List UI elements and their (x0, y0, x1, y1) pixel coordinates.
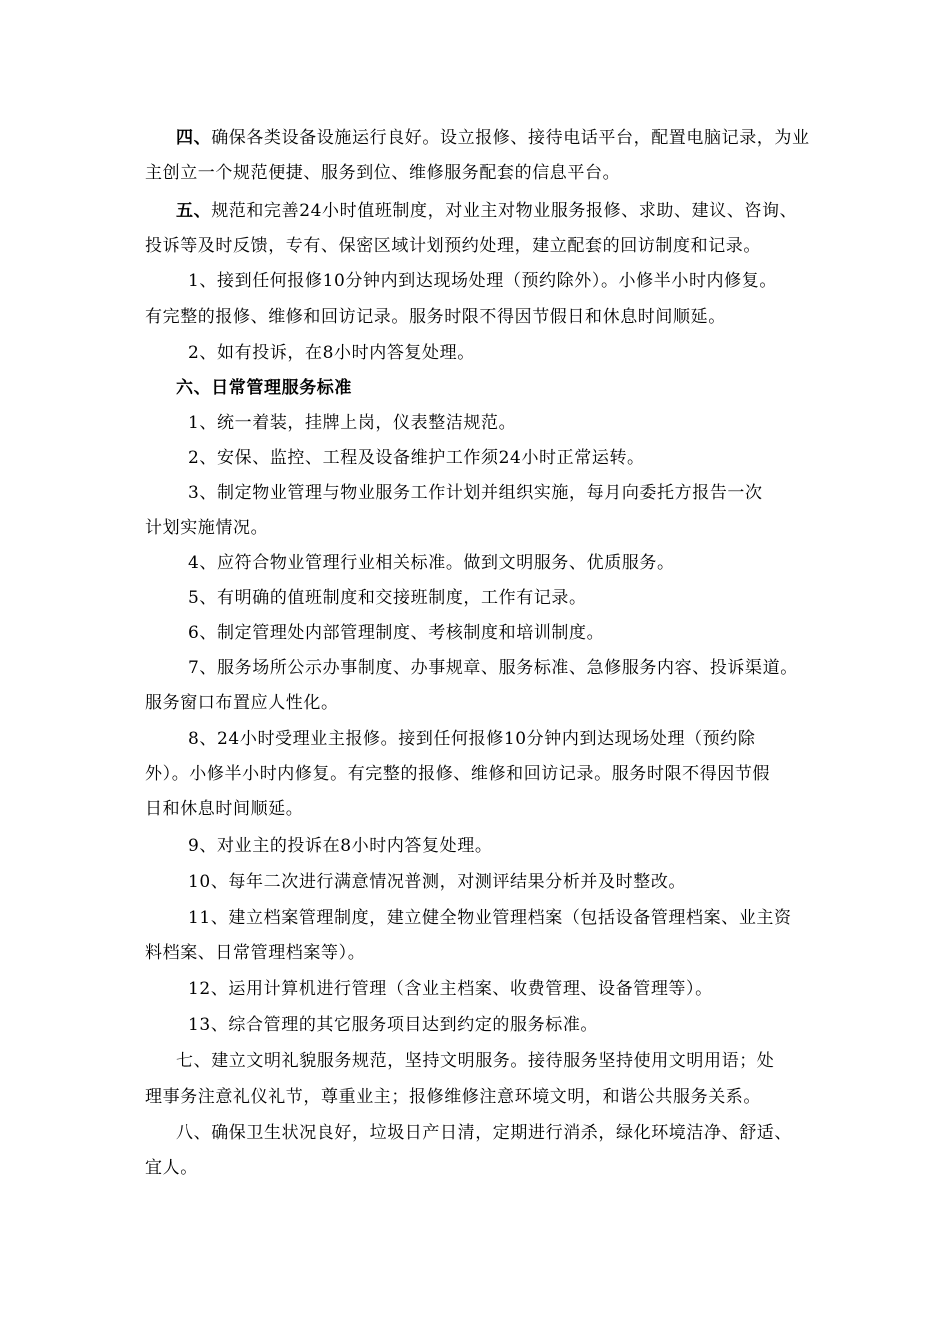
item-6-4-line-1: 4、应符合物业管理行业相关标准。做到文明服务、优质服务。 (188, 553, 675, 573)
paragraph-5-line-2: 投诉等及时反馈，专有、保密区域计划预约处理，建立配套的回访制度和记录。 (145, 236, 761, 256)
item-6-8-line-3: 日和休息时间顺延。 (145, 799, 304, 819)
item-6-3-line-2: 计划实施情况。 (145, 518, 269, 538)
section-6-heading: 六、日常管理服务标准 (176, 378, 352, 398)
paragraph-4-line-2: 主创立一个规范便捷、服务到位、维修服务配套的信息平台。 (145, 163, 621, 183)
item-5-2-line-1: 2、如有投诉，在8小时内答复处理。 (188, 343, 475, 363)
item-6-13-line-1: 13、综合管理的其它服务项目达到约定的服务标准。 (188, 1015, 599, 1035)
item-5-1-line-2: 有完整的报修、维修和回访记录。服务时限不得因节假日和休息时间顺延。 (145, 307, 726, 327)
item-6-1-line-1: 1、统一着装，挂牌上岗，仪表整洁规范。 (188, 413, 517, 433)
item-6-8-line-2: 外）。小修半小时内修复。有完整的报修、维修和回访记录。服务时限不得因节假 (145, 764, 771, 784)
item-6-10-line-1: 10、每年二次进行满意情况普测，对测评结果分析并及时整改。 (188, 872, 687, 892)
item-6-2-line-1: 2、安保、监控、工程及设备维护工作须24小时正常运转。 (188, 448, 645, 468)
item-6-7-line-1: 7、服务场所公示办事制度、办事规章、服务标准、急修服务内容、投诉渠道。 (188, 658, 798, 678)
item-6-11-line-1: 11、建立档案管理制度，建立健全物业管理档案（包括设备管理档案、业主资 (188, 908, 792, 928)
paragraph-8-line-1: 八、确保卫生状况良好，垃圾日产日清，定期进行消杀，绿化环境洁净、舒适、 (176, 1123, 792, 1143)
item-6-5-line-1: 5、有明确的值班制度和交接班制度，工作有记录。 (188, 588, 587, 608)
paragraph-7-line-2: 理事务注意礼仪礼节，尊重业主；报修维修注意环境文明，和谐公共服务关系。 (145, 1087, 761, 1107)
section-number: 五、 (176, 201, 212, 221)
paragraph-7-line-1: 七、建立文明礼貌服务规范，坚持文明服务。接待服务坚持使用文明用语；处 (176, 1051, 775, 1071)
item-6-12-line-1: 12、运用计算机进行管理（含业主档案、收费管理、设备管理等）。 (188, 979, 713, 999)
item-6-8-line-1: 8、24小时受理业主报修。接到任何报修10分钟内到达现场处理（预约除 (188, 729, 756, 749)
item-5-1-line-1: 1、接到任何报修10分钟内到达现场处理（预约除外）。小修半小时内修复。 (188, 271, 777, 291)
item-6-3-line-1: 3、制定物业管理与物业服务工作计划并组织实施，每月向委托方报告一次 (188, 483, 763, 503)
item-6-11-line-2: 料档案、日常管理档案等）。 (145, 943, 366, 963)
section-number: 四、 (176, 128, 212, 148)
item-6-7-line-2: 服务窗口布置应人性化。 (145, 693, 339, 713)
paragraph-5-line-1: 五、规范和完善24小时值班制度，对业主对物业服务报修、求助、建议、咨询、 (176, 201, 798, 221)
item-6-9-line-1: 9、对业主的投诉在8小时内答复处理。 (188, 836, 493, 856)
paragraph-4-line-1: 四、确保各类设备设施运行良好。设立报修、接待电话平台，配置电脑记录，为业 (176, 128, 810, 148)
item-6-6-line-1: 6、制定管理处内部管理制度、考核制度和培训制度。 (188, 623, 605, 643)
paragraph-8-line-2: 宜人。 (145, 1158, 198, 1178)
